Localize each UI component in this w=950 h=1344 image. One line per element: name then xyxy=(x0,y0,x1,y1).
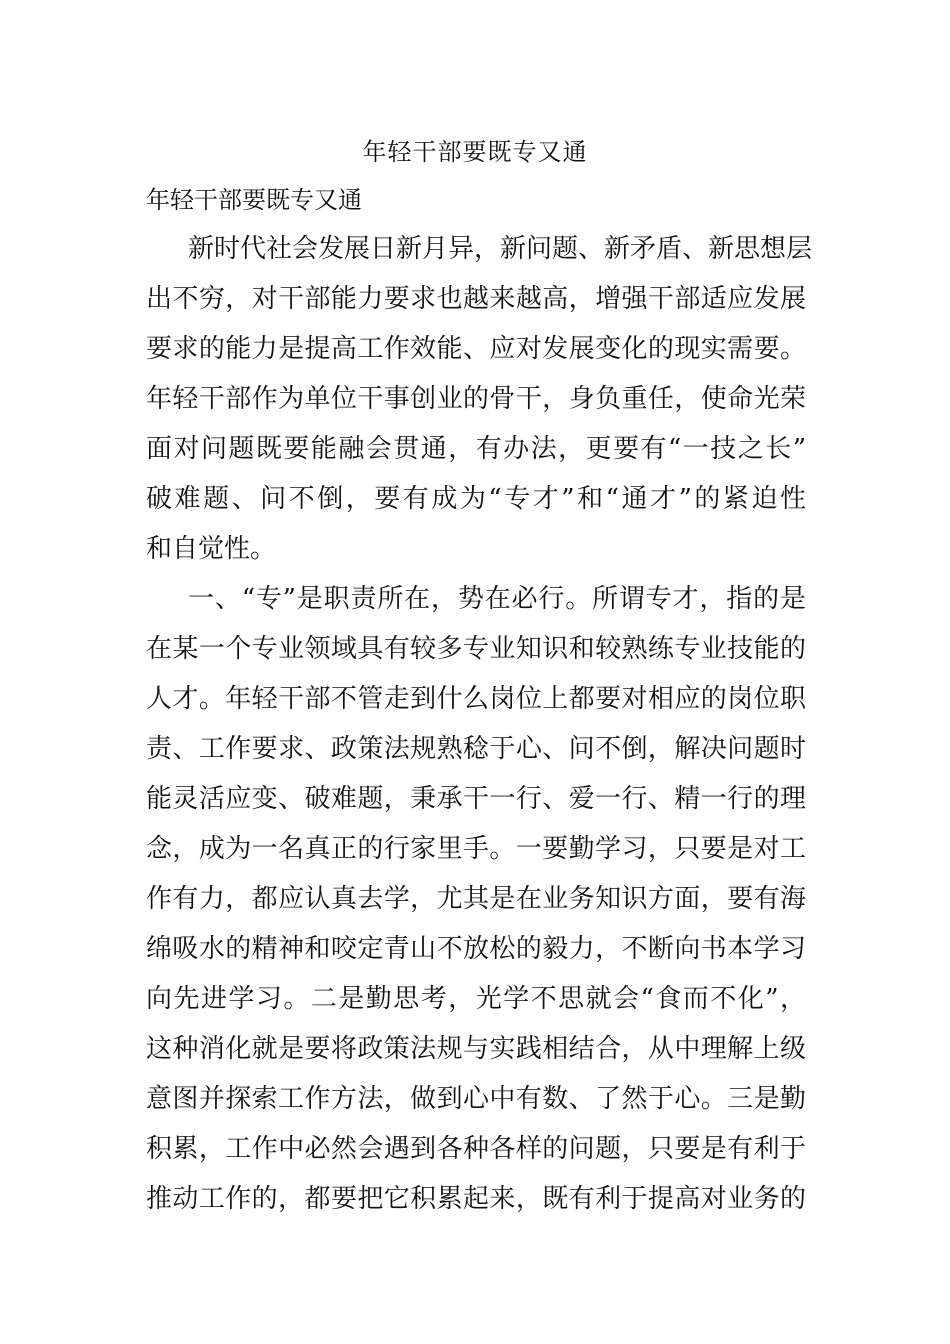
paragraph-2-line-8: 绵吸水的精神和咬定青山不放松的毅力，不断向书本学习 xyxy=(146,934,806,964)
paragraph-1-line-4: 年轻干部作为单位干事创业的骨干，身负重任，使命光荣 xyxy=(146,384,806,414)
paragraph-2-line-1: 一、“专”是职责所在，势在必行。所谓专才，指的是 xyxy=(188,584,806,614)
paragraph-1-line-7: 和自觉性。 xyxy=(146,534,277,564)
paragraph-1-line-6: 破难题、问不倒，要有成为“专才”和“通才”的紧迫性 xyxy=(146,484,806,514)
paragraph-2-line-11: 意图并探索工作方法，做到心中有数、了然于心。三是勤 xyxy=(146,1084,806,1114)
document-title: 年轻干部要既专又通 xyxy=(362,138,588,166)
paragraph-1-line-5: 面对问题既要能融会贯通，有办法，更要有“一技之长” xyxy=(146,434,806,464)
document-subtitle: 年轻干部要既专又通 xyxy=(146,186,362,214)
paragraph-2-line-12: 积累，工作中必然会遇到各种各样的问题，只要是有利于 xyxy=(146,1134,806,1164)
paragraph-2-line-7: 作有力，都应认真去学，尤其是在业务知识方面，要有海 xyxy=(146,884,806,914)
paragraph-2-line-4: 责、工作要求、政策法规熟稔于心、问不倒，解决问题时 xyxy=(146,734,806,764)
paragraph-2-line-9: 向先进学习。二是勤思考，光学不思就会“食而不化”， xyxy=(146,984,806,1014)
paragraph-2-line-5: 能灵活应变、破难题，秉承干一行、爱一行、精一行的理 xyxy=(146,784,806,814)
paragraph-1-line-2: 出不穷，对干部能力要求也越来越高，增强干部适应发展 xyxy=(146,284,806,314)
paragraph-2-line-6: 念，成为一名真正的行家里手。一要勤学习，只要是对工 xyxy=(146,834,806,864)
paragraph-1-line-3: 要求的能力是提高工作效能、应对发展变化的现实需要。 xyxy=(146,334,806,364)
paragraph-2-line-10: 这种消化就是要将政策法规与实践相结合，从中理解上级 xyxy=(146,1034,806,1064)
paragraph-2-line-2: 在某一个专业领域具有较多专业知识和较熟练专业技能的 xyxy=(146,634,806,664)
paragraph-1-line-1: 新时代社会发展日新月异，新问题、新矛盾、新思想层 xyxy=(188,234,813,264)
paragraph-2-line-3: 人才。年轻干部不管走到什么岗位上都要对相应的岗位职 xyxy=(146,684,806,714)
paragraph-2-line-13: 推动工作的，都要把它积累起来，既有利于提高对业务的 xyxy=(146,1184,806,1214)
